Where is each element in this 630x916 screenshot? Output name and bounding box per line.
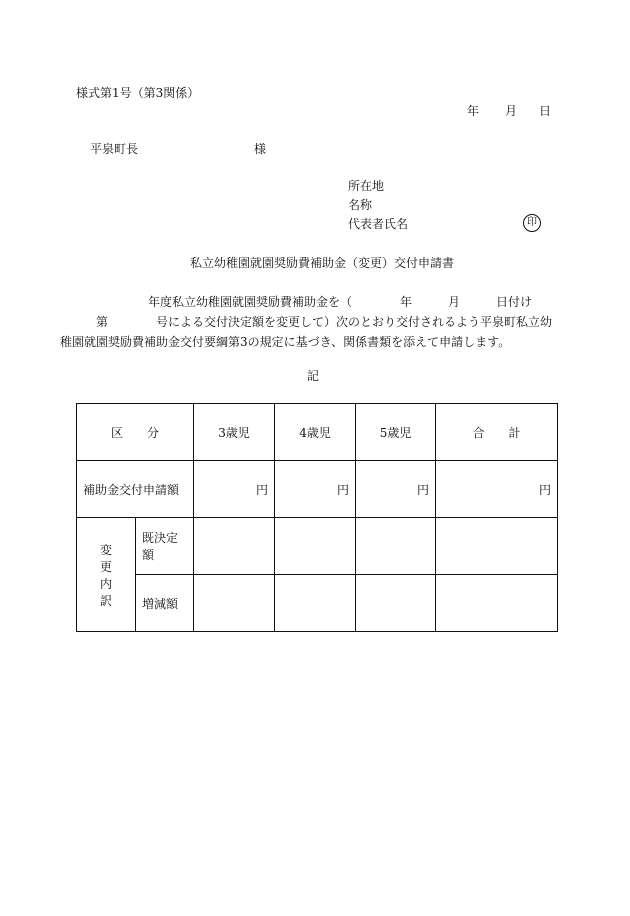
- subsidy-table: [76, 403, 558, 632]
- header-age5: 5歳児: [356, 404, 436, 461]
- apply-total-yen: 円: [436, 461, 558, 518]
- name-label: 名称: [348, 198, 373, 212]
- form-number: 様式第1号（第3関係）: [76, 86, 200, 100]
- date-year-label: 年: [467, 104, 480, 118]
- apply-age4-yen: 円: [275, 461, 356, 518]
- header-age4: 4歳児: [275, 404, 356, 461]
- row-apply-label: 補助金交付申請額: [77, 461, 194, 518]
- change-breakdown-label: [77, 518, 136, 632]
- body-line-3: 稚園就園奨励費補助金交付要綱第3の規定に基づき、関係書類を添えて申請します。: [60, 335, 511, 349]
- table-row-decided: [77, 518, 558, 575]
- diff-age3-cell: [194, 575, 275, 632]
- ki-heading: 記: [307, 369, 320, 383]
- row-decided-label: 既決定額: [136, 518, 194, 575]
- change-label-line1: 変 更: [99, 542, 137, 574]
- change-label-line2: 内 訳: [99, 576, 137, 608]
- date-day-label: 日: [539, 104, 552, 118]
- apply-age3-yen: 円: [194, 461, 275, 518]
- table-row-apply: [77, 461, 558, 518]
- application-body: [60, 292, 560, 352]
- date-month-label: 月: [505, 104, 518, 118]
- decided-age3-cell: [194, 518, 275, 575]
- diff-age5-cell: [356, 575, 436, 632]
- header-age3: 3歳児: [194, 404, 275, 461]
- representative-label: 代表者氏名: [348, 217, 409, 231]
- addressee-honorific: 様: [254, 142, 267, 156]
- decided-age4-cell: [275, 518, 356, 575]
- header-total: 合 計: [436, 404, 558, 461]
- decided-age5-cell: [356, 518, 436, 575]
- row-diff-label: 増減額: [136, 575, 194, 632]
- body-line-1: 年度私立幼稚園就園奨励費補助金を（ 年 月 日付け: [148, 295, 533, 309]
- apply-age5-yen: 円: [356, 461, 436, 518]
- table-row-diff: [77, 575, 558, 632]
- diff-total-cell: [436, 575, 558, 632]
- header-category: 区 分: [77, 404, 194, 461]
- seal-mark: 印: [523, 214, 541, 232]
- document-title: 私立幼稚園就園奨励費補助金（変更）交付申請書: [190, 256, 455, 270]
- addressee-name: 平泉町長: [90, 142, 139, 156]
- decided-total-cell: [436, 518, 558, 575]
- body-line-2: 第 号による交付決定額を変更して）次のとおり交付されるよう平泉町私立幼: [96, 315, 553, 329]
- diff-age4-cell: [275, 575, 356, 632]
- table-header-row: [77, 404, 558, 461]
- address-label: 所在地: [348, 179, 385, 193]
